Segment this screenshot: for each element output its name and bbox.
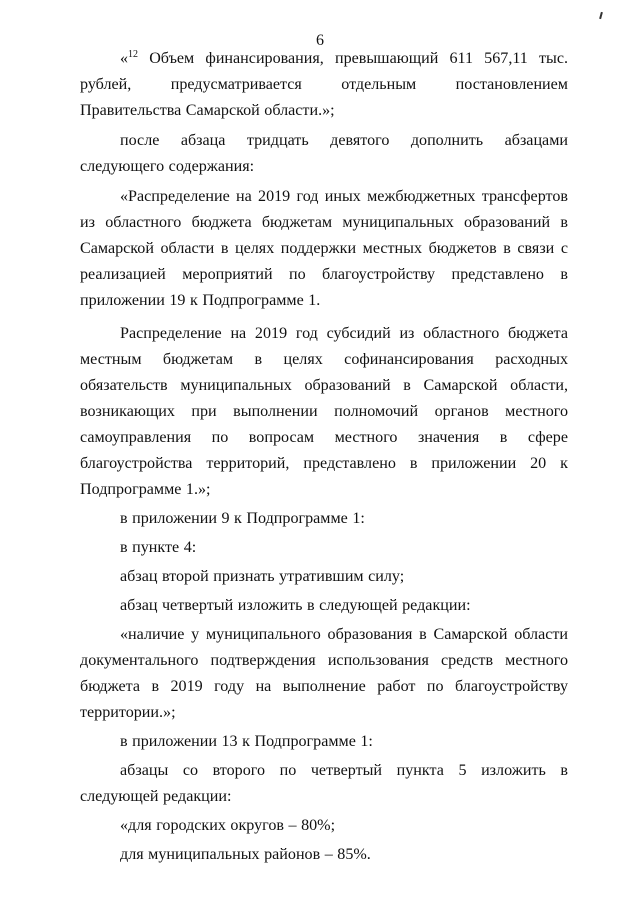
paragraph-availability: «наличие у муниципального образования в Самарской области документального подтверждения использования средств местного бюджета в 2019 году на выполнение работ по благоустройству территории.»; [80, 626, 568, 721]
paragraph-financing-note [80, 46, 568, 124]
paragraph-appendix-13: в приложении 13 к Подпрограмме 1: [120, 733, 373, 750]
paragraph-text: Объем финансирования, превышающий 611 567,11 тыс. рублей, предусматривается отдельным постановлением Правительства Самарской области.»; [80, 50, 568, 119]
paragraph-point-5: абзацы со второго по четвертый пункта 5 изложить в следующей редакции: [80, 762, 568, 805]
paragraph-urban-districts: «для городских округов – 80%; [120, 817, 336, 834]
paragraph-second-invalid: абзац второй признать утратившим силу; [120, 568, 405, 585]
page-number: 6 [316, 32, 324, 49]
paragraph-distribution-subsidies: Распределение на 2019 год субсидий из областного бюджета местным бюджетам в целях софинансирования расходных обязательств муниципальных образований в Самарской области, возникающих при выполнении полномочий органов местного самоуправления по вопросам местного значения в сфере благоустройства территорий, представлено в приложении 20 к Подпрограмме 1.»; [80, 325, 568, 498]
paragraph-appendix-9: в приложении 9 к Подпрограмме 1: [120, 510, 365, 527]
quote-open: « [120, 50, 129, 67]
paragraph-point-4: в пункте 4: [120, 539, 197, 556]
paragraph-distribution-transfers: «Распределение на 2019 год иных межбюджетных трансфертов из областного бюджета бюджетам муниципальных образований в Самарской области в целях поддержки местных бюджетов в связи с реализацией мероприятий по благоустройству представлено в приложении 19 к Подпрограмме 1. [80, 188, 568, 309]
paragraph-instruction: после абзаца тридцать девятого дополнить абзацами следующего содержания: [80, 132, 568, 175]
paragraph-fourth-edit: абзац четвертый изложить в следующей редакции: [120, 597, 471, 614]
footnote-marker: 12 [128, 49, 139, 60]
scan-mark [599, 12, 603, 19]
paragraph-municipal-districts: для муниципальных районов – 85%. [120, 846, 371, 863]
document-body [80, 46, 568, 868]
